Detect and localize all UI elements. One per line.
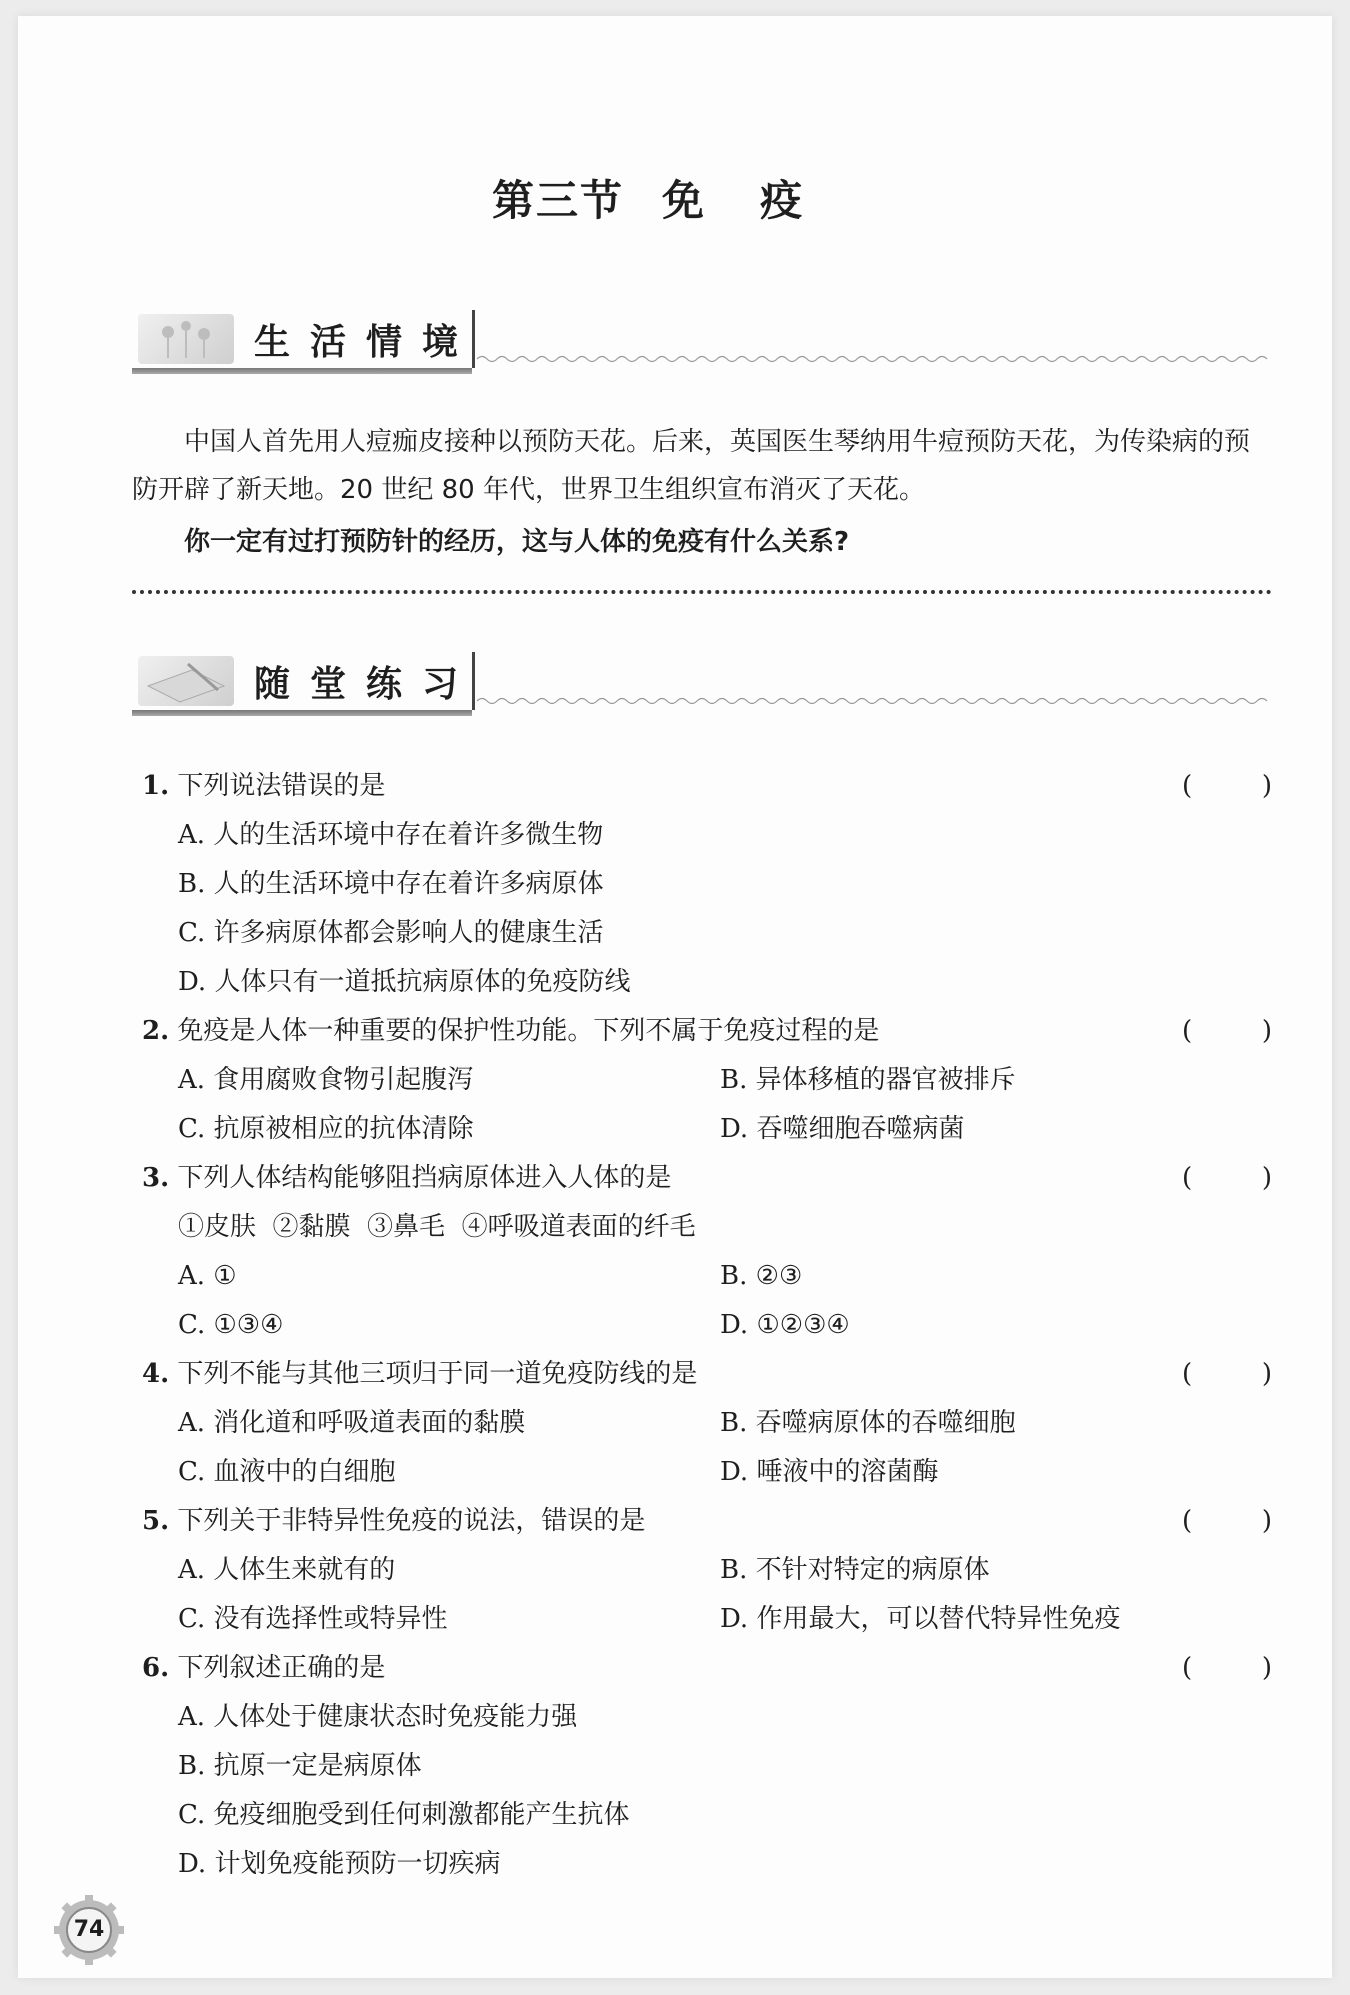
option-c: C. 抗原被相应的抗体清除 <box>178 1114 474 1144</box>
question-number: 4. <box>142 1359 170 1389</box>
option-d: D. 人体只有一道抵抗病原体的免疫防线 <box>178 967 631 997</box>
page-number-badge <box>52 1893 126 1967</box>
option-b: B. 人的生活环境中存在着许多病原体 <box>178 869 604 899</box>
section-label-life-context: 生活情境 <box>254 322 479 363</box>
context-text <box>132 418 1272 566</box>
option-c: C. 许多病原体都会影响人的健康生活 <box>178 918 604 948</box>
notebook-pen-icon <box>138 656 234 706</box>
question-number: 3. <box>142 1163 170 1193</box>
option-c: C. ①③④ <box>178 1310 284 1340</box>
option-a: A. 食用腐败食物引起腹泻 <box>178 1065 474 1095</box>
dotted-divider <box>132 590 1272 594</box>
option-a: A. 消化道和呼吸道表面的黏膜 <box>178 1408 526 1438</box>
question-number: 6. <box>142 1653 170 1683</box>
question-text: 免疫是人体一种重要的保护性功能。下列不属于免疫过程的是 <box>177 1016 880 1046</box>
question-text: 下列叙述正确的是 <box>177 1653 386 1683</box>
option-d: D. ①②③④ <box>720 1310 850 1340</box>
option-b: B. 不针对特定的病原体 <box>720 1555 990 1585</box>
option-d: D. 唾液中的溶菌酶 <box>720 1457 939 1487</box>
option-a: A. ① <box>178 1261 237 1291</box>
question-stem <box>142 1497 1272 1546</box>
context-paragraph: 中国人首先用人痘痂皮接种以预防天花。后来，英国医生琴纳用牛痘预防天花，为传染病的预防开辟了新天地。20 世纪 80 年代，世界卫生组织宣布消灭了天花。 <box>132 427 1251 505</box>
section-label-practice: 随堂练习 <box>254 664 479 705</box>
title-topic: 免疫 <box>662 176 859 225</box>
question-number: 1. <box>142 771 170 801</box>
question-number: 2. <box>142 1016 170 1046</box>
answer-blank[interactable]: ( ) <box>1182 771 1272 801</box>
context-question: 你一定有过打预防针的经历，这与人体的免疫有什么关系? <box>184 527 850 557</box>
option-c: C. 血液中的白细胞 <box>178 1457 396 1487</box>
wavy-divider <box>477 354 1272 364</box>
question-text: 下列人体结构能够阻挡病原体进入人体的是 <box>177 1163 672 1193</box>
page-title <box>0 168 1350 228</box>
flowers-icon <box>138 314 234 364</box>
section-underbar <box>132 710 472 716</box>
option-a: A. 人的生活环境中存在着许多微生物 <box>178 820 604 850</box>
option-c: C. 没有选择性或特异性 <box>178 1604 448 1634</box>
answer-blank[interactable]: ( ) <box>1182 1163 1272 1193</box>
option-b: B. 异体移植的器官被排斥 <box>720 1065 1016 1095</box>
option-a: A. 人体处于健康状态时免疫能力强 <box>178 1702 578 1732</box>
answer-blank[interactable]: ( ) <box>1182 1016 1272 1046</box>
question-text: 下列关于非特异性免疫的说法，错误的是 <box>177 1506 646 1536</box>
answer-blank[interactable]: ( ) <box>1182 1506 1272 1536</box>
wavy-divider <box>477 696 1272 706</box>
option-b: B. ②③ <box>720 1261 803 1291</box>
question-stem <box>142 1350 1272 1399</box>
exercise-list <box>142 762 1272 1889</box>
title-section: 第三节 <box>491 176 624 225</box>
option-d: D. 吞噬细胞吞噬病菌 <box>720 1114 965 1144</box>
question-stem <box>142 762 1272 811</box>
question-items: ①皮肤 ②黏膜 ③鼻毛 ④呼吸道表面的纤毛 <box>178 1212 696 1242</box>
option-b: B. 吞噬病原体的吞噬细胞 <box>720 1408 1016 1438</box>
answer-blank[interactable]: ( ) <box>1182 1359 1272 1389</box>
question-number: 5. <box>142 1506 170 1536</box>
question-stem <box>142 1644 1272 1693</box>
question-text: 下列说法错误的是 <box>177 771 386 801</box>
page-number: 74 <box>73 1917 105 1942</box>
question-stem <box>142 1007 1272 1056</box>
option-d: D. 计划免疫能预防一切疾病 <box>178 1849 501 1879</box>
option-a: A. 人体生来就有的 <box>178 1555 396 1585</box>
option-d: D. 作用最大，可以替代特异性免疫 <box>720 1604 1121 1634</box>
question-stem <box>142 1154 1272 1203</box>
option-b: B. 抗原一定是病原体 <box>178 1751 422 1781</box>
question-text: 下列不能与其他三项归于同一道免疫防线的是 <box>177 1359 698 1389</box>
section-header-life-context <box>132 310 1272 374</box>
option-c: C. 免疫细胞受到任何刺激都能产生抗体 <box>178 1800 630 1830</box>
section-header-practice <box>132 652 1272 716</box>
section-underbar <box>132 368 472 374</box>
answer-blank[interactable]: ( ) <box>1182 1653 1272 1683</box>
